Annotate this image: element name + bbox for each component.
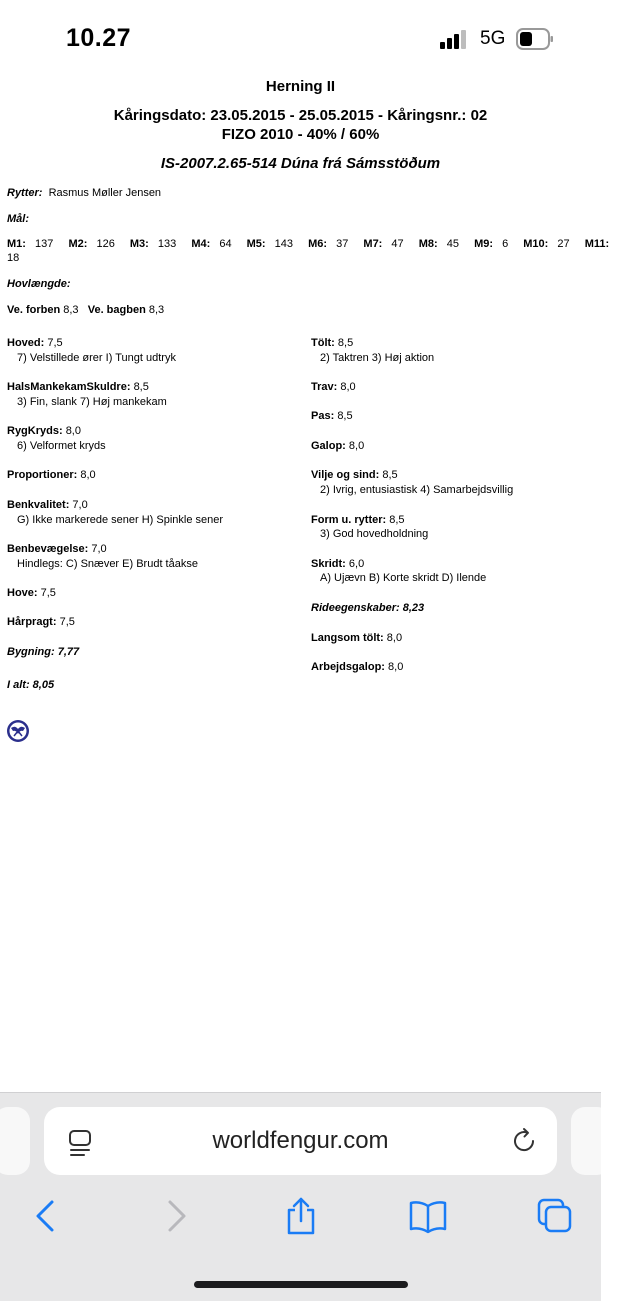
doc-dates: Kåringsdato: 23.05.2015 - 25.05.2015 - Kåringsnr.: 02	[113, 107, 488, 124]
note-ryg: 6) Velformet kryds	[17, 440, 106, 452]
score-pas: Pas: 8,5	[311, 410, 353, 422]
cellular-signal-icon	[440, 30, 468, 49]
score-harpragt: Hårpragt: 7,5	[7, 616, 75, 628]
score-benkvalitet: Benkvalitet: 7,0	[7, 499, 88, 511]
previous-tab-card[interactable]	[0, 1107, 30, 1175]
rider-row	[7, 187, 161, 200]
score-trav: Trav: 8,0	[311, 381, 356, 393]
rider-label: Rytter:	[7, 187, 43, 199]
score-ryg: RygKryds: 8,0	[7, 425, 81, 437]
m11-value: 18	[7, 252, 20, 264]
note-hoved: 7) Velstillede ører I) Tungt udtryk	[17, 352, 176, 364]
share-icon[interactable]	[281, 1196, 321, 1236]
score-arbejdsgalop: Arbejdsgalop: 8,0	[311, 661, 404, 673]
score-galop: Galop: 8,0	[311, 440, 365, 452]
bookmarks-icon[interactable]	[408, 1196, 448, 1236]
bygning-total: Bygning: 7,77	[7, 646, 80, 658]
network-type: 5G	[480, 28, 506, 49]
battery-icon	[516, 28, 554, 50]
next-tab-card[interactable]	[571, 1107, 611, 1175]
score-hals: HalsMankekamSkuldre: 8,5	[7, 381, 149, 393]
mal-label: Mål:	[7, 213, 29, 225]
score-hoved: Hoved: 7,5	[7, 337, 63, 349]
address-bar[interactable]	[44, 1107, 557, 1175]
note-benkvalitet: G) Ikke markerede sener H) Spinkle sener	[17, 514, 224, 526]
rider-name: Rasmus Møller Jensen	[48, 187, 162, 199]
tabs-icon[interactable]	[535, 1196, 575, 1236]
reload-icon[interactable]	[510, 1127, 538, 1155]
clock: 10.27	[66, 24, 132, 52]
note-hals: 3) Fin, slank 7) Høj mankekam	[17, 396, 167, 408]
doc-title: Herning II	[265, 78, 336, 95]
note-skridt: A) Ujævn B) Korte skridt D) Ilende	[320, 572, 487, 584]
fizo-logo-icon	[6, 719, 30, 743]
score-benbevaegelse: Benbevægelse: 7,0	[7, 543, 107, 555]
note-tolt: 2) Taktren 3) Høj aktion	[320, 352, 435, 364]
document	[0, 72, 610, 1092]
score-tolt: Tölt: 8,5	[311, 337, 354, 349]
home-indicator[interactable]	[194, 1281, 408, 1288]
score-hove: Hove: 7,5	[7, 587, 56, 599]
note-vilje: 2) Ivrig, entusiastisk 4) Samarbejdsvillig	[320, 484, 514, 496]
browser-toolbar	[0, 1092, 601, 1301]
score-proportioner: Proportioner: 8,0	[7, 469, 96, 481]
ve-row: Ve. forben 8,3 Ve. bagben 8,3	[7, 304, 165, 316]
score-langsom-tolt: Langsom tölt: 8,0	[311, 632, 403, 644]
hov-label: Hovlængde:	[7, 278, 71, 290]
forward-icon[interactable]	[156, 1196, 196, 1236]
back-icon[interactable]	[26, 1196, 66, 1236]
horse-name: IS-2007.2.65-514 Dúna frá Sámsstöðum	[160, 155, 441, 172]
rideegenskaber-total: Rideegenskaber: 8,23	[311, 602, 425, 614]
score-vilje: Vilje og sind: 8,5	[311, 469, 398, 481]
measures-row: M1: 137 M2: 126 M3: 133 M4: 64 M5: 143 M6: 37 M7: 47 M8: 45 M9: 6 M10: 27 M11:	[7, 238, 610, 250]
url-text[interactable]: worldfengur.com	[212, 1127, 389, 1154]
score-skridt: Skridt: 6,0	[311, 558, 365, 570]
note-benbevaegelse: Hindlegs: C) Snæver E) Brudt tåakse	[17, 558, 198, 570]
doc-fizo: FIZO 2010 - 40% / 60%	[221, 126, 380, 143]
score-form: Form u. rytter: 8,5	[311, 514, 405, 526]
note-form: 3) God hovedholdning	[320, 528, 429, 540]
status-bar	[0, 0, 601, 80]
total-score: I alt: 8,05	[7, 679, 55, 691]
